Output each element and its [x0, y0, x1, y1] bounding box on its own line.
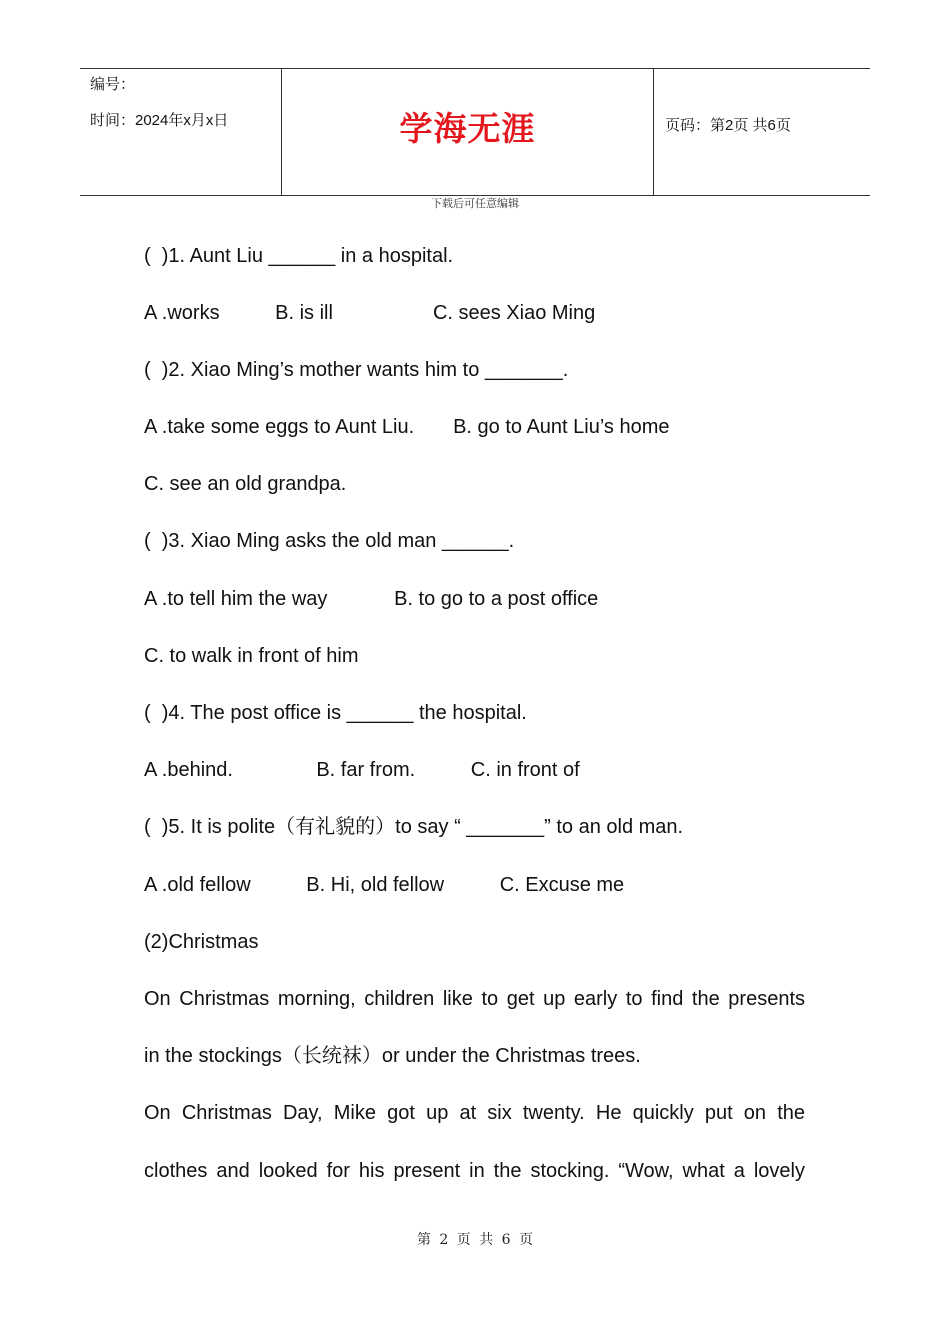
number-label: 编号：: [90, 76, 136, 93]
header-left-cell: [80, 69, 282, 195]
paragraph-2-line-2: clothes and looked for his present in the stocking. “Wow, what a lovely: [144, 1160, 805, 1182]
options-3b: C. to walk in front of him: [144, 645, 359, 667]
options-4: A .behind. B. far from. C. in front of: [144, 759, 580, 781]
options-3a: A .to tell him the way B. to go to a post office: [144, 588, 599, 610]
question-3: ( )3. Xiao Ming asks the old man ______.: [144, 530, 515, 552]
page-label: 页码：第2页 共6页: [665, 117, 791, 134]
header-center-cell: [282, 69, 654, 195]
options-2a: A .take some eggs to Aunt Liu. B. go to Aunt Liu’s home: [144, 416, 670, 438]
paragraph-1-line-1: On Christmas morning, children like to get up early to find the presents: [144, 988, 805, 1010]
question-4: ( )4. The post office is ______ the hospital.: [144, 702, 527, 724]
paragraph-2-line-1: On Christmas Day, Mike got up at six twenty. He quickly put on the: [144, 1102, 805, 1124]
question-2: ( )2. Xiao Ming’s mother wants him to _______.: [144, 359, 569, 381]
question-5: ( )5. It is polite（有礼貌的）to say “ _______” to an old man.: [144, 816, 684, 838]
header-table: [80, 68, 870, 196]
question-1: ( )1. Aunt Liu ______ in a hospital.: [144, 245, 454, 267]
page-footer: 第 2 页 共 6 页: [416, 1232, 534, 1248]
section-heading: (2)Christmas: [144, 931, 259, 953]
options-1: A .works B. is ill C. sees Xiao Ming: [144, 302, 596, 324]
paragraph-1-line-2: in the stockings（长统袜）or under the Christmas trees.: [144, 1045, 641, 1067]
header-right-cell: [655, 69, 870, 195]
subtitle: 下载后可任意编辑: [431, 197, 519, 210]
time-label: 时间：2024年x月x日: [90, 112, 229, 129]
options-5: A .old fellow B. Hi, old fellow C. Excuse me: [144, 874, 625, 896]
options-2b: C. see an old grandpa.: [144, 473, 347, 495]
brand-title: 学海无涯: [399, 109, 536, 148]
